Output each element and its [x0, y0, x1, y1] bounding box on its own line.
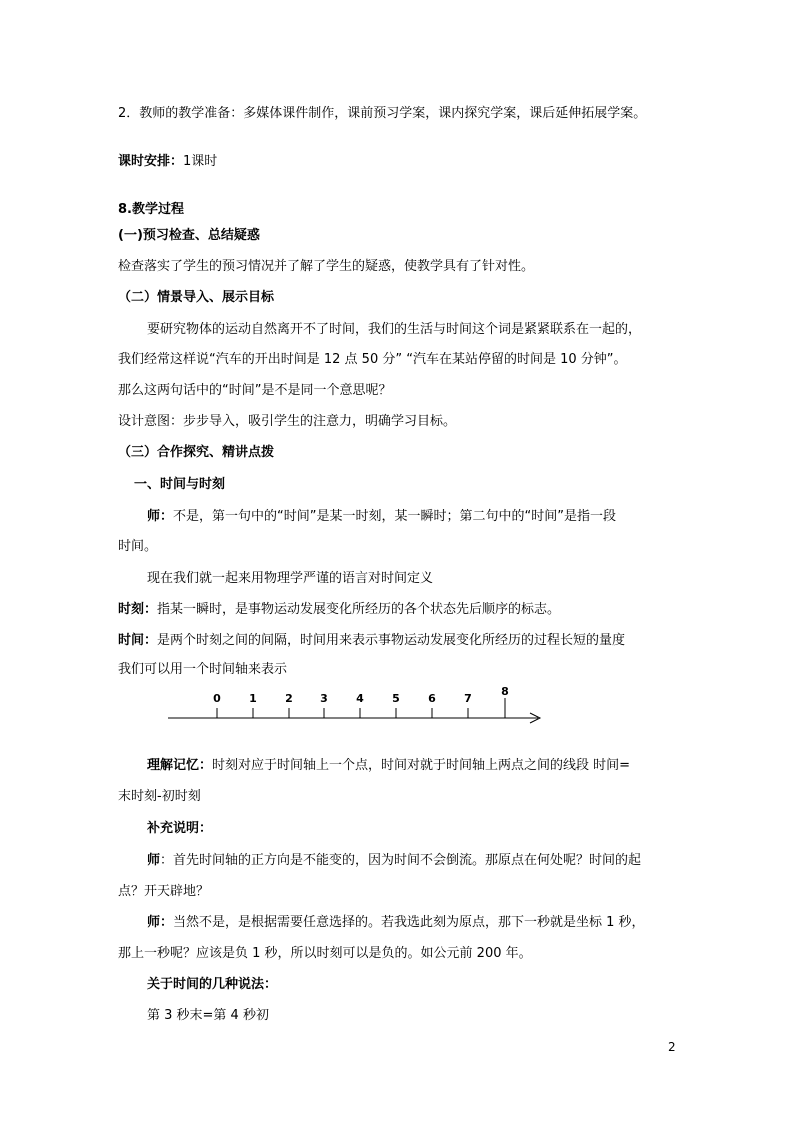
memo-line-a — [147, 757, 630, 775]
teacher1-label: 师： — [147, 509, 174, 524]
sec2-p1: 要研究物体的运动自然离开不了时间，我们的生活与时间这个词是紧紧联系在一起的， — [147, 322, 642, 337]
axis-tick-label: 5 — [392, 692, 400, 705]
sec3-heading: （三）合作探究、精讲点拨 — [118, 445, 275, 460]
sec2-p3: 那么这两句话中的“时间”是不是同一个意思呢？ — [118, 383, 392, 398]
sec3-sub1: 一、时间与时刻 — [134, 477, 226, 492]
time-label: 时间： — [118, 633, 158, 648]
teacher2-line-a — [147, 852, 641, 870]
saying-1: 第 3 秒末=第 4 秒初 — [147, 1008, 269, 1023]
process-heading: 8.教学过程 — [118, 202, 184, 217]
schedule-value: 1课时 — [183, 154, 218, 169]
teacher2-text-a: ：首先时间轴的正方向是不能变的，因为时间不会倒流。那原点在何处呢？时间的起 — [160, 853, 642, 868]
moment-text: 指某一瞬时，是事物运动发展变化所经历的各个状态先后顺序的标志。 — [157, 602, 561, 617]
teacher1-text-a: 不是，第一句中的“时间”是某一时刻，某一瞬时；第二句中的“时间”是指一段 — [173, 509, 616, 524]
prep-line: 2．教师的教学准备：多媒体课件制作，课前预习学案，课内探究学案，课后延伸拓展学案。 — [118, 106, 647, 121]
sec2-heading: （二）情景导入、展示目标 — [118, 290, 275, 305]
sec1-text: 检查落实了学生的预习情况并了解了学生的疑惑，使教学具有了针对性。 — [118, 259, 535, 274]
axis-tick-label: 0 — [213, 692, 221, 705]
schedule-line — [118, 153, 217, 171]
memo-text-a: 时刻对应于时间轴上一个点，时间对就于时间轴上两点之间的线段 时间= — [212, 758, 631, 773]
axis-tick-label: 4 — [356, 692, 364, 705]
sec1-heading: (一)预习检查、总结疑惑 — [118, 228, 260, 243]
time-text: 是两个时刻之间的间隔，时间用来表示事物运动发展变化所经历的过程长短的量度 — [157, 633, 626, 648]
moment-label: 时刻： — [118, 602, 158, 617]
moment-line — [118, 601, 560, 619]
axis-tick-label: 1 — [249, 692, 257, 705]
page-number: 2 — [668, 1040, 676, 1054]
sayings-heading: 关于时间的几种说法： — [147, 977, 278, 992]
teacher3-label: 师： — [147, 915, 174, 930]
teacher1-line-b: 时间。 — [118, 539, 158, 554]
axis-tick-label: 6 — [428, 692, 436, 705]
teacher3-line-b: 那上一秒呢？应该是负 1 秒，所以时刻可以是负的。如公元前 200 年。 — [118, 946, 532, 961]
supp-label: 补充说明： — [147, 821, 213, 836]
teacher2-label: 师 — [147, 853, 161, 868]
axis-tick-label: 3 — [320, 692, 328, 705]
sec2-design: 设计意图：步步导入，吸引学生的注意力，明确学习目标。 — [118, 414, 457, 429]
axis-tick-label: 8 — [501, 685, 509, 698]
axis-tick-label: 7 — [464, 692, 472, 705]
teacher3-text-a: 当然不是，是根据需要任意选择的。若我选此刻为原点，那下一秒就是坐标 1 秒， — [173, 915, 645, 930]
teacher3-line-a — [147, 914, 645, 932]
define-intro: 现在我们就一起来用物理学严谨的语言对时间定义 — [147, 571, 434, 586]
memo-label: 理解记忆： — [147, 758, 213, 773]
teacher2-line-b: 点？开天辟地？ — [118, 884, 210, 899]
time-line — [118, 632, 625, 650]
sec2-p2: 我们经常这样说“汽车的开出时间是 12 点 50 分” “汽车在某站停留的时间是 10 分钟”。 — [118, 352, 627, 367]
axis-tick-label: 2 — [285, 692, 293, 705]
time-axis — [160, 684, 550, 726]
teacher1-line-a — [147, 508, 616, 526]
memo-line-b: 末时刻-初时刻 — [118, 789, 201, 804]
axis-intro: 我们可以用一个时间轴来表示 — [118, 662, 288, 677]
schedule-label: 课时安排： — [118, 154, 184, 169]
